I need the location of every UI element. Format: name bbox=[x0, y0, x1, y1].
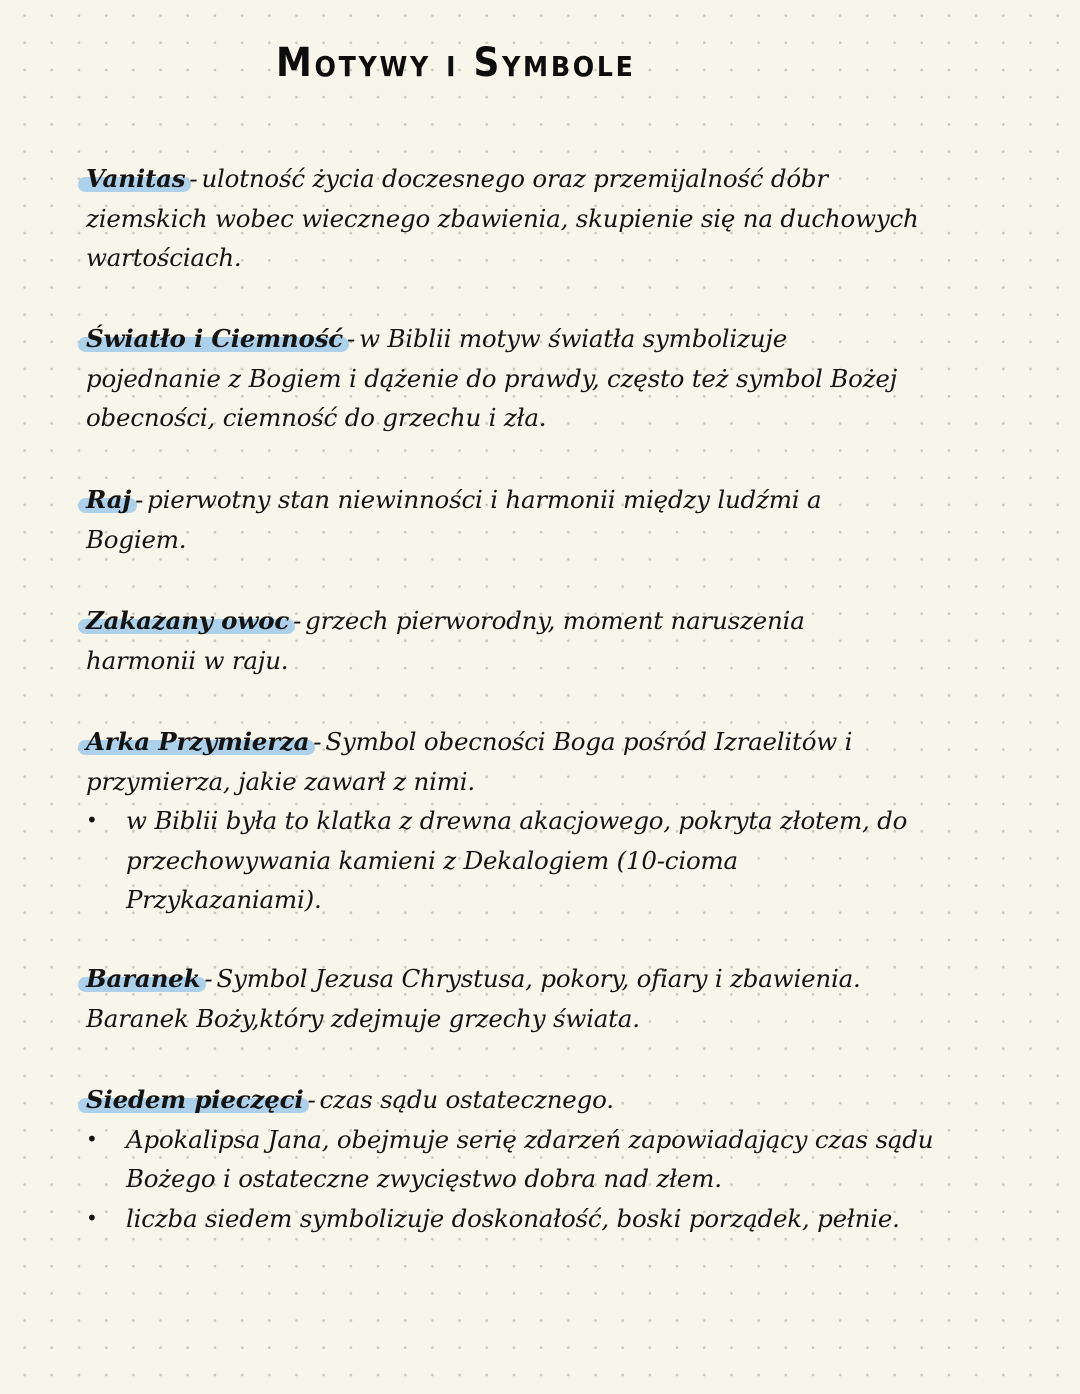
bullet-line: w Biblii była to klatka z drewna akacjowego, pokryta złotem, do bbox=[126, 806, 908, 835]
definition-text: Symbol Jezusa Chrystusa, pokory, ofiary i zbawienia. bbox=[216, 964, 861, 993]
definition-text: w Biblii motyw światła symbolizuje bbox=[359, 324, 788, 353]
definition-line: wartościach. bbox=[86, 243, 242, 272]
bullet-line: Przykazaniami). bbox=[126, 885, 322, 914]
term-highlight: Baranek bbox=[86, 964, 201, 993]
definition-line: przymierza, jakie zawarł z nimi. bbox=[86, 766, 475, 796]
section-arka-przymierza bbox=[86, 722, 1046, 920]
term-highlight: Światło i Ciemność bbox=[86, 324, 343, 353]
bullet-dot-icon: • bbox=[86, 808, 98, 832]
separator-dash: - bbox=[347, 324, 356, 353]
section-siedem-pieczeci bbox=[86, 1080, 1046, 1238]
definition-line: Baranek Boży,który zdejmuje grzechy świata. bbox=[86, 1003, 640, 1033]
term-highlight: Vanitas bbox=[86, 164, 186, 193]
bullet-list bbox=[86, 801, 1046, 920]
section-first-line bbox=[86, 1080, 1046, 1120]
bullet-line: przechowywania kamieni z Dekalogiem (10-cioma bbox=[126, 845, 738, 875]
definition-line: harmonii w raju. bbox=[86, 645, 289, 675]
section-swiatlo-i-ciemnosc bbox=[86, 319, 1046, 438]
section-raj bbox=[86, 480, 1046, 559]
definition-text: pierwotny stan niewinności i harmonii między ludźmi a bbox=[147, 485, 822, 514]
bullet-item bbox=[86, 801, 1046, 920]
bullet-list bbox=[86, 1120, 1046, 1239]
section-zakazany-owoc bbox=[86, 601, 1046, 680]
separator-dash: - bbox=[307, 1085, 316, 1114]
section-first-line bbox=[86, 480, 1046, 520]
definition-line: pojednanie z Bogiem i dążenie do prawdy, często też symbol Bożej bbox=[86, 363, 898, 393]
section-first-line bbox=[86, 601, 1046, 641]
definition-text: Symbol obecności Boga pośród Izraelitów i bbox=[325, 727, 853, 756]
definition-text: czas sądu ostatecznego. bbox=[319, 1085, 614, 1114]
section-first-line bbox=[86, 959, 1046, 999]
section-first-line bbox=[86, 159, 1046, 199]
bullet-line: Bożego i ostateczne zwycięstwo dobra nad złem. bbox=[126, 1164, 722, 1193]
separator-dash: - bbox=[189, 164, 198, 193]
bullet-dot-icon: • bbox=[86, 1126, 98, 1151]
section-baranek bbox=[86, 959, 1046, 1038]
separator-dash: - bbox=[293, 606, 302, 635]
term-highlight: Raj bbox=[86, 485, 132, 514]
section-first-line bbox=[86, 722, 1046, 762]
bullet-dot-icon: • bbox=[86, 1205, 98, 1230]
definition-text: grzech pierworodny, moment naruszenia bbox=[305, 606, 805, 635]
term-highlight: Siedem pieczęci bbox=[86, 1085, 304, 1114]
definition-text: ulotność życia doczesnego oraz przemijalność dóbr bbox=[201, 164, 828, 193]
term-highlight: Zakazany owoc bbox=[86, 606, 290, 635]
term-highlight: Arka Przymierza bbox=[86, 727, 310, 756]
bullet-item bbox=[86, 1199, 1046, 1239]
page-title: Motywy i Symbole bbox=[276, 40, 636, 86]
bullet-line: liczba siedem symbolizuje doskonałość, boski porządek, pełnie. bbox=[126, 1203, 900, 1233]
section-first-line bbox=[86, 319, 1046, 359]
separator-dash: - bbox=[204, 964, 213, 993]
separator-dash: - bbox=[135, 485, 144, 514]
bullet-item bbox=[86, 1120, 1046, 1199]
definition-line: ziemskich wobec wiecznego zbawienia, skupienie się na duchowych bbox=[86, 203, 919, 233]
separator-dash: - bbox=[313, 727, 322, 756]
definition-line: obecności, ciemność do grzechu i zła. bbox=[86, 403, 547, 432]
bullet-line: Apokalipsa Jana, obejmuje serię zdarzeń zapowiadający czas sądu bbox=[126, 1124, 934, 1154]
definition-line: Bogiem. bbox=[86, 524, 187, 554]
section-vanitas bbox=[86, 159, 1046, 278]
